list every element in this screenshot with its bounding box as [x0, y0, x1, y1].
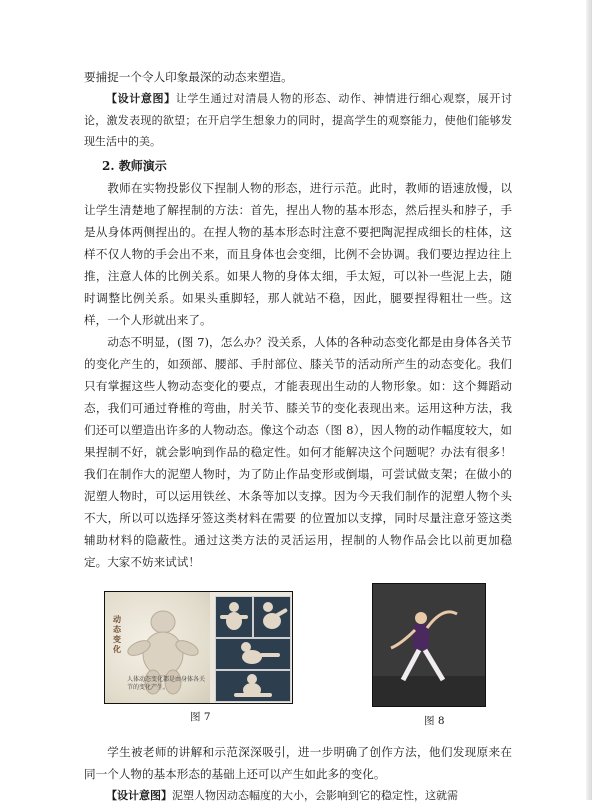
design-intent-text: 让学生通过对清晨人物的形态、动作、神情进行细心观察，展开讨论，激发表现的欲望；在开启学生想象力的同时，提高学生的观察能力，使他们能够发现生活中的美。	[84, 92, 512, 148]
figure-7-image	[104, 591, 293, 704]
figure-7-panel-2	[253, 596, 291, 638]
figure-7-panel-3	[215, 638, 291, 670]
figure-7-main-photo	[105, 592, 210, 703]
paragraph-1: 教师在实物投影仪下捏制人物的形态，进行示范。此时，教师的语速放慢，以让学生清楚地了解捏制的方法：首先，捏出人物的基本形态，然后捏头和脖子，手是从身体两侧捏出的。在捏人物的基本形态时注意不要把陶泥捏成细长的柱体，这样不仅人物的手会出不来，而且身体也会变细，比例不会协调。我们要边捏边往上推，注意人体的比例关系。如果人物的身体太细，手太短，可以补一些泥上去，随时调整比例关系。如果头重脚轻，那人就站不稳，因此，腿要捏得粗壮一些。这样，一个人形就出来了。	[84, 177, 512, 331]
dancer-illustration	[373, 584, 485, 706]
design-intent-tag: 【设计意图】	[106, 92, 176, 105]
page-edge	[586, 0, 592, 800]
paragraph-3: 学生被老师的讲解和示范深深吸引，进一步明确了创作方法，他们发现原来在同一个人物的基本形态的基础上还可以产生如此多的变化。	[84, 741, 512, 785]
figure-7-panel-1	[215, 596, 253, 638]
paragraph-2: 动态不明显，(图 7)，怎么办？没关系，人体的各种动态变化都是由身体各关节的变化产生的，如颈部、腰部、手肘部位、膝关节的活动所产生的动态变化。我们只有掌握这些人物动态变化的要点，才能表现出生动的人物形象。如：这个舞蹈动态，我们可通过脊椎的弯曲，肘关节、膝关节的变化表现出来。运用这种方法，我们还可以塑造出许多的人物动态。像这个动态（图 8），因人物的动作幅度较大，如果捏制不好，就会影响到作品的稳定性。如何才能解决这个问题呢？办法有很多！我们在制作大的泥塑人物时，为了防止作品变形或倒塌，可尝试做支架；在做小的泥塑人物时，可以运用铁丝、木条等加以支撑。因为今天我们制作的泥塑人物个头不大，所以可以选择牙签这类材料在需要 的位置加以支撑，同时尽量注意牙签这类辅助材料的隐蔽性。通过这类方法的灵活运用，捏制的人物作品会比以前更加稳定。大家不妨来试试！	[84, 331, 512, 573]
design-intent-tag: 【设计意图】	[106, 789, 172, 802]
figure-7-panel-4	[215, 670, 291, 702]
document-page	[84, 66, 512, 806]
design-intent-text: 泥塑人物因动态幅度的大小，会影响到它的稳定性，这就需	[172, 789, 458, 802]
figure-7-subtext: 人体动态变化都是由身体各关节的变化产生。	[127, 676, 207, 692]
figure-8-caption: 图 8	[424, 713, 445, 728]
figure-row	[84, 591, 512, 741]
section-heading: 2. 教师演示	[102, 155, 512, 177]
design-intent-1	[84, 88, 512, 153]
figure-8-image	[372, 583, 486, 707]
paragraph-0: 要捕捉一个令人印象最深的动态来塑造。	[84, 66, 512, 88]
figure-7-side-title: 动态变化	[113, 614, 122, 654]
design-intent-2	[84, 785, 512, 806]
figure-7-caption: 图 7	[190, 709, 211, 724]
